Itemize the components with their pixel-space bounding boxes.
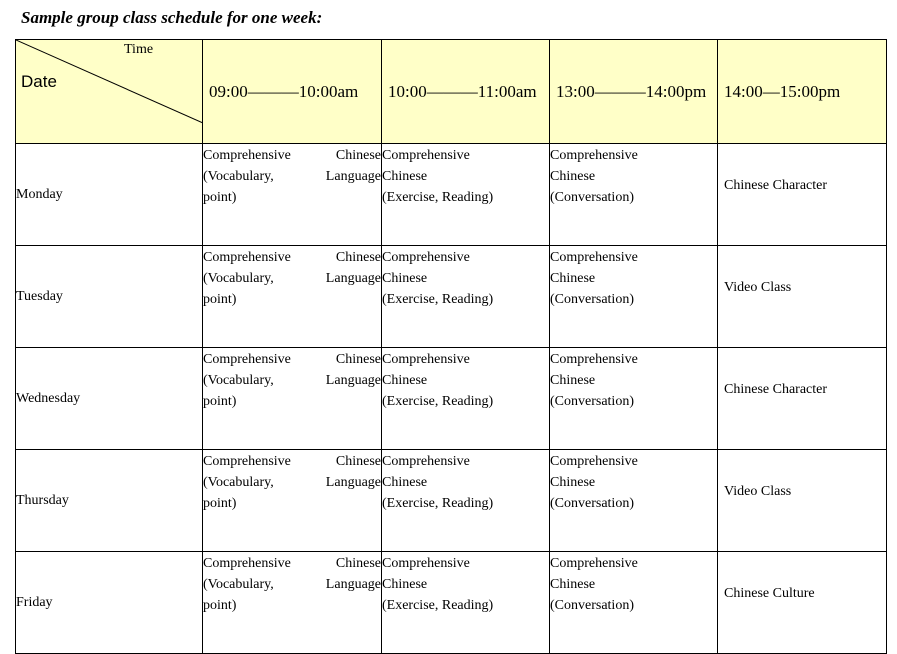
class-cell-slot1: Comprehensive Chinese (Vocabulary, Language point) (203, 246, 382, 348)
day-row-friday (16, 552, 887, 654)
class-cell-slot1: Comprehensive Chinese (Vocabulary, Language point) (203, 450, 382, 552)
schedule-table (15, 39, 887, 654)
day-label: Tuesday (16, 246, 203, 348)
class-cell-slot2: Comprehensive Chinese (Exercise, Reading) (382, 348, 550, 450)
day-row-wednesday (16, 348, 887, 450)
class-cell-slot3: Comprehensive Chinese (Conversation) (550, 348, 718, 450)
time-slot-header-1: 09:00———10:00am (203, 40, 382, 144)
time-slot-header-2: 10:00———11:00am (382, 40, 550, 144)
class-cell-slot3: Comprehensive Chinese (Conversation) (550, 450, 718, 552)
corner-date-label: Date (21, 72, 57, 91)
day-label: Friday (16, 552, 203, 654)
class-cell-slot3: Comprehensive Chinese (Conversation) (550, 552, 718, 654)
class-cell-slot4: Chinese Character (718, 144, 887, 246)
class-cell-slot4: Video Class (718, 246, 887, 348)
class-cell-slot1: Comprehensive Chinese (Vocabulary, Language point) (203, 348, 382, 450)
class-cell-slot2: Comprehensive Chinese (Exercise, Reading) (382, 246, 550, 348)
class-cell-slot2: Comprehensive Chinese (Exercise, Reading) (382, 144, 550, 246)
time-slot-header-3: 13:00———14:00pm (550, 40, 718, 144)
class-cell-slot3: Comprehensive Chinese (Conversation) (550, 246, 718, 348)
time-slot-header-4: 14:00—15:00pm (718, 40, 887, 144)
class-cell-slot4: Video Class (718, 450, 887, 552)
day-label: Wednesday (16, 348, 203, 450)
class-cell-slot2: Comprehensive Chinese (Exercise, Reading) (382, 450, 550, 552)
day-row-monday (16, 144, 887, 246)
class-cell-slot3: Comprehensive Chinese (Conversation) (550, 144, 718, 246)
day-row-thursday (16, 450, 887, 552)
day-label: Monday (16, 144, 203, 246)
class-cell-slot4: Chinese Character (718, 348, 887, 450)
header-row (16, 40, 887, 144)
schedule-caption: Sample group class schedule for one week: (21, 8, 323, 27)
class-cell-slot1: Comprehensive Chinese (Vocabulary, Language point) (203, 144, 382, 246)
class-cell-slot4: Chinese Culture (718, 552, 887, 654)
class-cell-slot2: Comprehensive Chinese (Exercise, Reading) (382, 552, 550, 654)
class-cell-slot1: Comprehensive Chinese (Vocabulary, Language point) (203, 552, 382, 654)
day-row-tuesday (16, 246, 887, 348)
corner-header-cell (16, 40, 203, 144)
day-label: Thursday (16, 450, 203, 552)
corner-time-label: Time (124, 42, 154, 57)
